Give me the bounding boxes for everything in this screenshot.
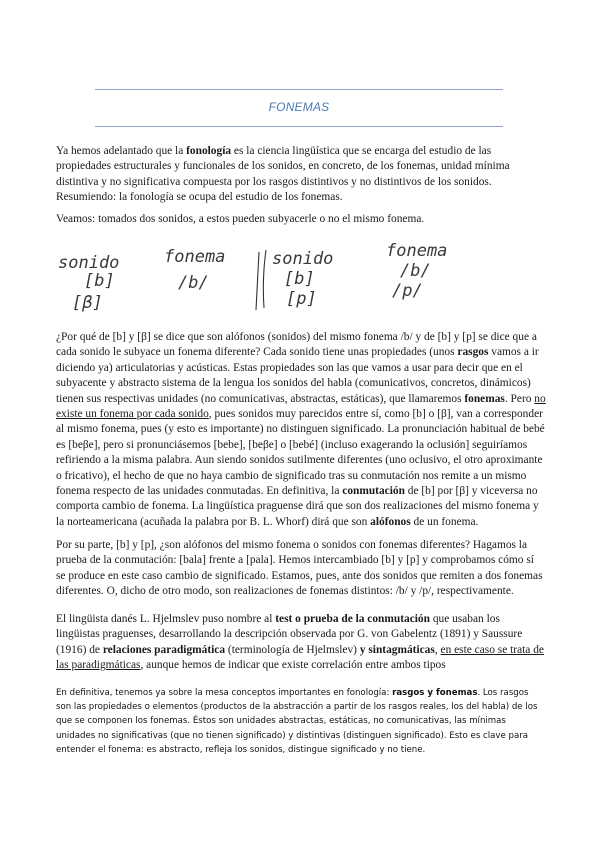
hw-left-sonido: sonido (58, 253, 120, 273)
hw-right-s1: [b] (284, 269, 315, 289)
alofonos-text-1: ¿Por qué de [b] y [β] se dice que son alófonos (sonidos) del mismo fonema /b/ y de [b] y [p] se dice que a cada sonido le subyace un fonema diferente? Cada sonido tiene unas propiedades (unos (56, 331, 537, 359)
paragraph-hjelmslev (56, 612, 546, 674)
hw-left-s2: [β] (72, 293, 103, 313)
alofonos-text-4: , pues sonidos muy parecidos entre sí, como [b] o [β], van a corresponder al mismo fonema, pues (y esto es importante) no distinguen significado. La pronunciación habitual de bebé es [beβe], pero si pronunciásemos [bebe], [beβe] o [bebé] (incluso exagerando la oclusión] seguiríamos refiriendo a la misma palabra. Aun siendo sonidos sutilmente diferentes (uno oclusivo, el otro aproximante o fricativo), el hecho de que no haya cambio de significado tras su conmutación nos remite a un mismo fonema respecto de las unidades conmutadas. En definitiva, la (56, 408, 545, 498)
page-title: FONEMAS (268, 100, 330, 114)
intro-text-1: Ya hemos adelantado que la (56, 145, 187, 157)
hjelmslev-text-5: , aunque hemos de indicar que existe correlación entre ambos tipos (140, 659, 446, 672)
intro-text-2: es la ciencia lingüística que se encarga del estudio de las propiedades estructurales y funcionales de los sonidos, en concreto, de los fonemas, unidad mínima distintiva y no significativa compuesta por los rasgos distintivos y no distintivos de los sonidos. Resumiendo: la fonología se ocupa del estudio de los fonemas. (56, 145, 510, 204)
paragraph-intro (56, 144, 546, 206)
hw-left-fonema: fonema (164, 247, 226, 267)
hjelmslev-text-3: (terminología de Hjelmslev) (225, 643, 360, 656)
term-test-conmutacion: test o prueba de la conmutación (275, 613, 430, 625)
hw-right-f2: /p/ (392, 281, 423, 301)
term-fonologia: fonología (186, 145, 232, 157)
divider-bracket-1 (256, 252, 259, 310)
alofonos-text-2: vamos a ir diciendo ya) articulatorias y acústicas. Estas propiedades son las que vamos a usar para decir que en el subyacente y abstracto sistema de la lengua los sonidos del habla (comunicativos, concretos, dinámicos) tienen sus respectivas unidades (no comunicativas, abstractas, estáticas), que llamaremos (56, 346, 539, 405)
hw-right-fonema: fonema (386, 241, 448, 261)
hw-right-s2: [p] (286, 289, 317, 309)
hjelmslev-text-1: El lingüista danés L. Hjelmslev puso nombre al (56, 613, 276, 625)
handwritten-diagram (56, 238, 546, 320)
term-rasgos: rasgos (457, 346, 489, 359)
paragraph-alofonos (56, 330, 546, 530)
alofonos-text-5: de [b] por [β] y viceversa no comporta cambio de fonema. La lingüística praguense dirá que son dos realizaciones del mismo fonema y la norteamericana (acuñada la palabra por B. L. Whorf) dirá que son (56, 485, 539, 528)
divider-bracket-2 (263, 250, 266, 308)
term-relaciones-paradigmatica: relaciones paradigmática (102, 643, 226, 656)
summary-text-2: . Los rasgos son las propiedades o elementos (productos de la abstracción a partir de los rasgos reales, los del habla) de los que se componen los fonemas. Éstos son unidades abstractas, estáticas, no comunicativas, las mínimas unidades no significativas (que no tienen significado) y distintivas (distinguen significado). Esto es clave para entender el fonema: es abstracto, refleja los sonidos, distingue significado y no tiene. (56, 688, 538, 755)
underlined-no-existe: no existe un fonema por cada sonido (56, 392, 546, 421)
term-alofonos: alófonos (370, 515, 411, 528)
paragraph-veamos: Veamos: tomados dos sonidos, a estos pueden subyacerle o no el mismo fonema. (56, 213, 425, 225)
hw-right-f1: /b/ (400, 261, 431, 281)
hw-left-s1: [b] (84, 271, 115, 291)
bottom-rule (95, 126, 503, 127)
term-conmutacion: conmutación (342, 485, 405, 498)
alofonos-text-3: . Pero (504, 392, 535, 405)
term-fonemas: fonemas (464, 392, 505, 405)
term-rasgos-y-fonemas: rasgos y fonemas (392, 688, 478, 698)
term-sintagmaticas: y sintagmáticas (359, 643, 435, 656)
hw-right-sonido: sonido (272, 249, 334, 269)
top-rule (95, 89, 503, 90)
summary-paragraph (56, 686, 546, 757)
hjelmslev-text-2: que usaban los lingüistas praguenses, desarrollando la descripción observada por G. von Gabelentz (1891) y Saussure (1916) de (56, 613, 523, 656)
summary-text-1: En definitiva, tenemos ya sobre la mesa conceptos importantes en fonología: (56, 688, 393, 698)
underlined-paradigmaticas: en este caso se trata de las paradigmáticas (56, 643, 544, 672)
hjelmslev-text-4: , (434, 643, 441, 656)
hw-left-f1: /b/ (178, 273, 209, 293)
alofonos-text-6: de un fonema. (410, 515, 479, 528)
paragraph-b-p: Por su parte, [b] y [p], ¿son alófonos del mismo fonema o sonidos con fonemas diferentes? Hagamos la prueba de la conmutación: [bala] frente a [pala]. Hemos intercambiado [b] y [p] y comprobamos cómo sí se produce en este caso cambio de significado. Estamos, pues, ante dos sonidos que remiten a dos fonemas diferentes. O, dicho de otro modo, son realizaciones de fonemas distintos: /b/ y /p/, respectivamente. (56, 539, 543, 598)
